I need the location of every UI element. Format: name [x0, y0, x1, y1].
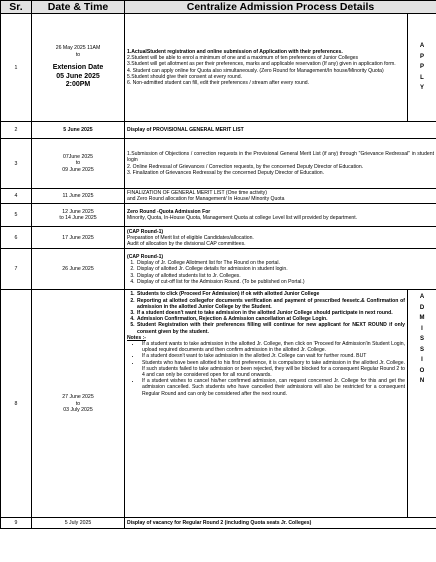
row-date [32, 122, 125, 139]
detail-list [136, 291, 405, 334]
row-sr: 5 [1, 204, 32, 227]
row-date [32, 518, 125, 529]
date-line: 5 June 2025 [63, 126, 93, 133]
date-line: 11 June 2025 [62, 192, 94, 199]
detail-item: Minority, Quota, In-House Quota, Management Quota at college Level list will provided by department. [127, 215, 358, 222]
apply-vertical-label: A P P L Y [408, 14, 436, 122]
row-sr: 3 [1, 139, 32, 189]
date-line: to [75, 51, 81, 58]
list-item: 3. Display of allotted students list to Jr. Colleges. [136, 273, 434, 279]
row-details [125, 249, 436, 290]
date-line: to [75, 160, 81, 167]
row-date [32, 227, 125, 249]
detail-item: 4. Student can apply online for Quota also simultaneously. (Zero Round for Management/In house/Minority Quota) [127, 67, 384, 74]
date-line: 05 June 2025 [56, 72, 100, 80]
row-details [125, 290, 408, 518]
detail-item: 6. Non-admitted student can fill, edit their preferences / stream after every round. [127, 79, 310, 86]
table-row [1, 227, 436, 249]
table-row [1, 518, 436, 529]
table-row [1, 249, 436, 290]
table-row [1, 139, 436, 189]
table-row [1, 122, 436, 139]
detail-item: 2.Student will be able to enrol a minimum of one and a maximum of ten preferences of Junior Colleges [127, 55, 359, 62]
detail-item: FINALIZATION OF GENERAL MERIT LIST (One time activity) [127, 190, 267, 196]
row-sr: 8 [1, 290, 32, 518]
table-header-row [1, 1, 436, 14]
detail-item: 1.ActualStudent registration and online submission of Application with their preferences. [127, 48, 343, 55]
row-sr: 7 [1, 249, 32, 290]
list-item: 2. Reporting at allotted collegefor documents verification and payment of prescribed feesetc.& Confirmation of admission in the allotted Junior College by the Student. [136, 298, 405, 310]
table-row [1, 204, 436, 227]
detail-item: Preparation of Merit list of eligible Candidates/allocation. [127, 234, 254, 241]
detail-item: 2. Online Redressal of Grievances / Correction requests, by the concerned Deputy Director of Education. [127, 163, 364, 170]
notes-list [141, 341, 405, 397]
date-line: 2:00PM [65, 81, 91, 89]
row-sr: 6 [1, 227, 32, 249]
date-line: 09 June 2025 [62, 166, 94, 173]
detail-item: Audit of allocation by the divisional CAP committees. [127, 241, 246, 247]
date-line: 26 May 2025 11AM [55, 45, 101, 52]
row-date [32, 189, 125, 204]
date-line: 07June 2025 [62, 153, 93, 160]
table-row [1, 14, 436, 122]
detail-title: (CAP Round-1) [127, 253, 164, 260]
row-details [125, 139, 436, 189]
header-sr: Sr. [1, 1, 32, 14]
list-item: 3. If a student doesn't want to take admission in the allotted Junior College should participate in next round. [136, 310, 405, 316]
row-sr: 4 [1, 189, 32, 204]
row-details [125, 189, 436, 204]
date-line: 5 July 2025 [64, 520, 92, 527]
date-line: to 14 June 2025 [59, 215, 97, 222]
row-details: Display of vacancy for Regular Round 2 (including Quota seats Jr. Colleges) [125, 518, 436, 529]
row-date [32, 204, 125, 227]
detail-item: 1.Submission of Objections / correction requests in the Provisional General Merit List (if any) through "Grievance Redressal" in student login [127, 151, 435, 164]
detail-list [136, 260, 434, 285]
table-row [1, 189, 436, 204]
header-details: Centralize Admission Process Details [125, 1, 436, 14]
list-item: 4. Admission Confirmation, Rejection & Admission cancellation at College Login. [136, 316, 405, 322]
date-line: 12 June 2025 [62, 208, 94, 215]
row-details: Display of PROVISIONAL GENERAL MERIT LIST [125, 122, 436, 139]
list-item: 2. Display of allotted Jr. College details for admission in student login. [136, 266, 434, 272]
row-details [125, 204, 436, 227]
date-line: to [75, 400, 81, 407]
row-sr: 2 [1, 122, 32, 139]
row-details [125, 227, 436, 249]
detail-item: 3.Student will get allotment as per their preferences, marks and applicable reservation (If any) given in application form. [127, 61, 396, 68]
date-line: 17 June 2025 [62, 234, 94, 241]
row-details [125, 14, 408, 122]
detail-item: 3. Finalization of Grievances Redressal by the concerned Deputy Director of Education. [127, 169, 325, 176]
admission-vertical-label: A D M I S S I O N [408, 290, 436, 518]
date-line: Extension Date [52, 64, 104, 72]
note-item: • Students who have been allotted to his first preference, it is compulsory to take admission in the allotted Jr. College. If such students failed to take admission or been rejected, they will be blocked for a consequent Regular Round 2 to 4 and can only be considered open for all round onwards. [141, 360, 405, 379]
note-item: • If a student wishes to cancel his/her confirmed admission, can request concerned Jr. College for this and get the admission cancelled. Such students who have cancelled their admissions will also be restricted for a consequent Regular Round and can only be considered after the next round. [141, 378, 405, 397]
list-item: 4. Display of cut-off list for the Admission Round. (To be published on Portal.) [136, 279, 434, 285]
date-line: 27 June 2025 [62, 394, 94, 401]
row-sr: 9 [1, 518, 32, 529]
detail-item: and Zero Round allocation for Management/ In House/ Minority Quota [127, 196, 285, 203]
row-date [32, 14, 125, 122]
date-line: 03 July 2025 [63, 407, 93, 414]
table-row [1, 290, 436, 518]
detail-item: 5.Student should give their consent at every round. [127, 73, 242, 80]
row-date [32, 290, 125, 518]
row-sr: 1 [1, 14, 32, 122]
note-item: • If a student doesn't want to take admission in the allotted Jr. College can wait for further round. BUT [141, 353, 405, 359]
header-date-time: Date & Time [32, 1, 125, 14]
detail-title: Zero Round -Quota Admission For [127, 209, 211, 216]
date-line: 26 June 2025 [62, 266, 94, 273]
list-item: 1. Display of Jr. College Allotment list for The Round on the portal. [136, 260, 434, 266]
list-item: 1. Students to click (Proceed For Admission) if ok with allotted Junior College [136, 291, 405, 297]
list-item: 5. Student Registration with their preferences filling will continue for new applicant for NEXT ROUND if only consent given by the student. [136, 322, 405, 334]
detail-title: (CAP Round-1) [127, 228, 164, 235]
note-item: • If a student wants to take admission in the allotted Jr. College, then click on 'Proceed for Admission'in Student Login, upload required documents and then confirm admission in the allotted Jr. College. [141, 341, 405, 353]
notes-label: Notes :- [127, 334, 146, 341]
row-date [32, 249, 125, 290]
row-date [32, 139, 125, 189]
